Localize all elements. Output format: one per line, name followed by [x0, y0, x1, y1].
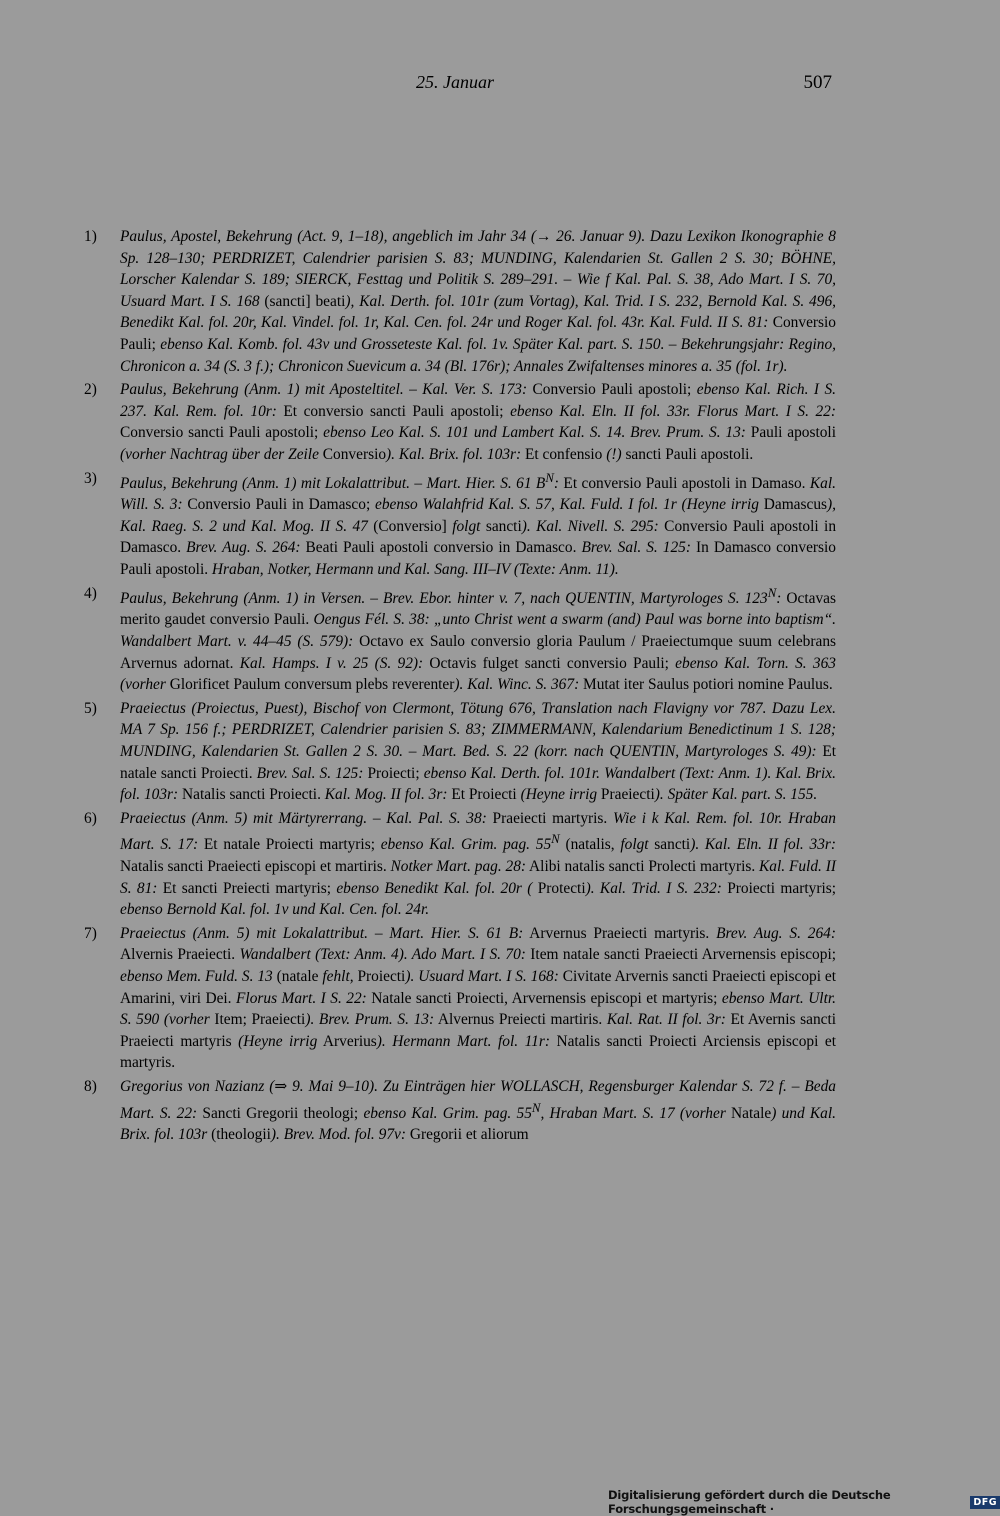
footnote-text: Paulus, Apostel, Bekehrung (Act. 9, 1–18), angeblich im Jahr 34 (→ 26. Januar 9). Dazu Lexikon Ikonographie 8 Sp. 128–130; PERDRIZET, Calendrier parisien S. 83; MUNDING, Kalendarien St. Gallen 2 S. 30; BÖHNE, Lorscher Kalendar S. 189; SIERCK, Festtag und Politik S. 289–291. – Wie f Kal. Pal. S. 38, Ado Mart. I S. 70, Usuard Mart. I S. 168 (sancti] beati), Kal. Derth. fol. 101r (zum Vortag), Kal. Trid. I S. 232, Bernold Kal. S. 496, Benedikt Kal. fol. 20r, Kal. Vindel. fol. 1r, Kal. Cen. fol. 24r und Roger Kal. fol. 43r. Kal. Fuld. II S. 81: Conversio Pauli; ebenso Kal. Komb. fol. 43v und Grosseteste Kal. fol. 1v. Später Kal. part. S. 150. – Bekehrungsjahr: Regino, Chronicon a. 34 (S. 3 f.); Chronicon Suevicum a. 34 (Bl. 176r); Annales Zwifaltenses minores a. 35 (fol. 1r).: [120, 228, 836, 375]
dfg-logo-text: DFG: [970, 1496, 1000, 1509]
dfg-logo: [970, 1496, 1000, 1509]
footnote-number: 5): [84, 699, 97, 717]
footnote-number: 6): [84, 809, 97, 827]
footer-bar: [608, 1488, 1000, 1516]
page-number: 507: [803, 72, 832, 93]
footnote-number: 1): [84, 228, 97, 245]
footnote-text: Paulus, Bekehrung (Anm. 1) mit Aposteltitel. – Kal. Ver. S. 173: Conversio Pauli apostoli; ebenso Kal. Rich. I S. 237. Kal. Rem. fol. 10r: Et conversio sancti Pauli apostoli; ebenso Kal. Eln. II fol. 33r. Florus Mart. I S. 22: Conversio sancti Pauli apostoli; ebenso Leo Kal. S. 101 und Lambert Kal. S. 14. Brev. Prum. S. 13: Pauli apostoli (vorher Nachtrag über der Zeile Conversio). Kal. Brix. fol. 103r: Et confensio (!) sancti Pauli apostoli.: [120, 381, 836, 463]
page-header: [0, 72, 1000, 102]
funding-notice: Digitalisierung gefördert durch die Deutsche Forschungsgemeinschaft ·: [608, 1488, 891, 1516]
footnote-number: 3): [84, 469, 97, 487]
footnote: [84, 379, 836, 465]
footnote: [84, 1076, 836, 1146]
footnote: [84, 923, 836, 1074]
footnote-number: 8): [84, 1077, 97, 1095]
footnote: [84, 698, 836, 806]
footnote-number: 4): [84, 584, 97, 602]
footnote: [84, 583, 836, 696]
running-title: 25. Januar: [416, 72, 494, 92]
footnote-text: Paulus, Bekehrung (Anm. 1) mit Lokalattribut. – Mart. Hier. S. 61 $B^N$: Et conversio Pauli apostoli in Damaso. Kal. Will. S. 3: Conversio Pauli in Damasco; ebenso Walahfrid Kal. S. 57, Kal. Fuld. I fol. 1r (Heyne irrig Damascus), Kal. Raeg. S. 2 und Kal. Mog. II S. 47 (Conversio] folgt sancti). Kal. Nivell. S. 295: Conversio Pauli apostoli in Damasco. Brev. Aug. S. 264: Beati Pauli apostoli conversio in Damasco. Brev. Sal. S. 125: In Damasco conversio Pauli apostoli. Hraban, Notker, Hermann und Kal. Sang. III–IV (Texte: Anm. 11).: [120, 470, 837, 579]
footnote-text: Gregorius von Nazianz (⇒ 9. Mai 9–10). Zu Einträgen hier WOLLASCH, Regensburger Kalendar S. 72 f. – Beda Mart. S. 22: Sancti Gregorii theologi; ebenso Kal. Grim. pag. $55^N$, Hraban Mart. S. 17 (vorher Natale) und Kal. Brix. fol. 103r (theologii). Brev. Mod. fol. 97v: Gregorii et aliorum: [120, 1077, 836, 1144]
footnote-number: 2): [84, 381, 97, 399]
footnote-number: 7): [84, 924, 97, 942]
footnotes-list: [84, 226, 836, 1148]
footnote-text: Praeiectus (Proiectus, Puest), Bischof von Clermont, Tötung 676, Translation nach Flavigny vor 787. Dazu Lex. MA 7 Sp. 156 f.; PERDRIZET, Calendrier parisien S. 83; ZIMMERMANN, Kalendarium Benedictinum 1 S. 128; MUNDING, Kalendarien St. Gallen 2 S. 30. – Mart. Bed. S. 22 (korr. nach QUENTIN, Martyrologes S. 49): Et natale sancti Proiecti. Brev. Sal. S. 125: Proiecti; ebenso Kal. Derth. fol. 101r. Wandalbert (Text: Anm. 1). Kal. Brix. fol. 103r: Natalis sancti Proiecti. Kal. Mog. II fol. 3r: Et Proiecti (Heyne irrig Praeiecti). Später Kal. part. S. 155.: [120, 699, 836, 804]
footnote-text: Paulus, Bekehrung (Anm. 1) in Versen. – Brev. Ebor. hinter v. 7, nach QUENTIN, Martyrologes S. $123^N$: Octavas merito gaudet conversio Pauli. Oengus Fél. S. 38: „unto Christ went a swarm (and) Paul was borne into baptism“. Wandalbert Mart. v. 44–45 (S. 579): Octavo ex Saulo conversio gloria Paulum / Praeiectumque suum celebrans Arvernus adornat. Kal. Hamps. I v. 25 (S. 92): Octavis fulget sancti conversio Pauli; ebenso Kal. Torn. S. 363 (vorher Glorificet Paulum conversum plebs reverenter). Kal. Winc. S. 367: Mutat iter Saulus potiori nomine Paulus.: [120, 585, 837, 694]
footnote-text: Praeiectus (Anm. 5) mit Märtyrerrang. – Kal. Pal. S. 38: Praeiecti martyris. Wie i k Kal. Rem. fol. 10r. Hraban Mart. S. 17: Et natale Proiecti martyris; ebenso Kal. Grim. pag. $55^N$ (natalis, folgt sancti). Kal. Eln. II fol. 33r: Natalis sancti Praeiecti episcopi et martiris. Notker Mart. pag. 28: Alibi natalis sancti Prolecti martyris. Kal. Fuld. II S. 81: Et sancti Preiecti martyris; ebenso Benedikt Kal. fol. 20r ( Protecti). Kal. Trid. I S. 232: Proiecti martyris; ebenso Bernold Kal. fol. 1v und Kal. Cen. fol. 24r.: [120, 809, 837, 919]
footnote: [84, 808, 836, 921]
footnote-text: Praeiectus (Anm. 5) mit Lokalattribut. – Mart. Hier. S. 61 B: Arvernus Praeiecti martyris. Brev. Aug. S. 264: Alvernis Praeiecti. Wandalbert (Text: Anm. 4). Ado Mart. I S. 70: Item natale sancti Praeiecti Arvernensis episcopi; ebenso Mem. Fuld. S. 13 (natale fehlt, Proiecti). Usuard Mart. I S. 168: Civitate Arvernis sancti Praeiecti episcopi et Amarini, viri Dei. Florus Mart. I S. 22: Natale sancti Proiecti, Arvernensis episcopi et martyris; ebenso Mart. Ultr. S. 590 (vorher Item; Praeiecti). Brev. Prum. S. 13: Alvernus Preiecti martiris. Kal. Rat. II fol. 3r: Et Avernis sancti Praeiecti martyris (Heyne irrig Arverius). Hermann Mart. fol. 11r: Natalis sancti Proiecti Arciensis episcopi et martyris.: [120, 924, 837, 1072]
footnote: [84, 226, 836, 377]
footnote: [84, 468, 836, 581]
